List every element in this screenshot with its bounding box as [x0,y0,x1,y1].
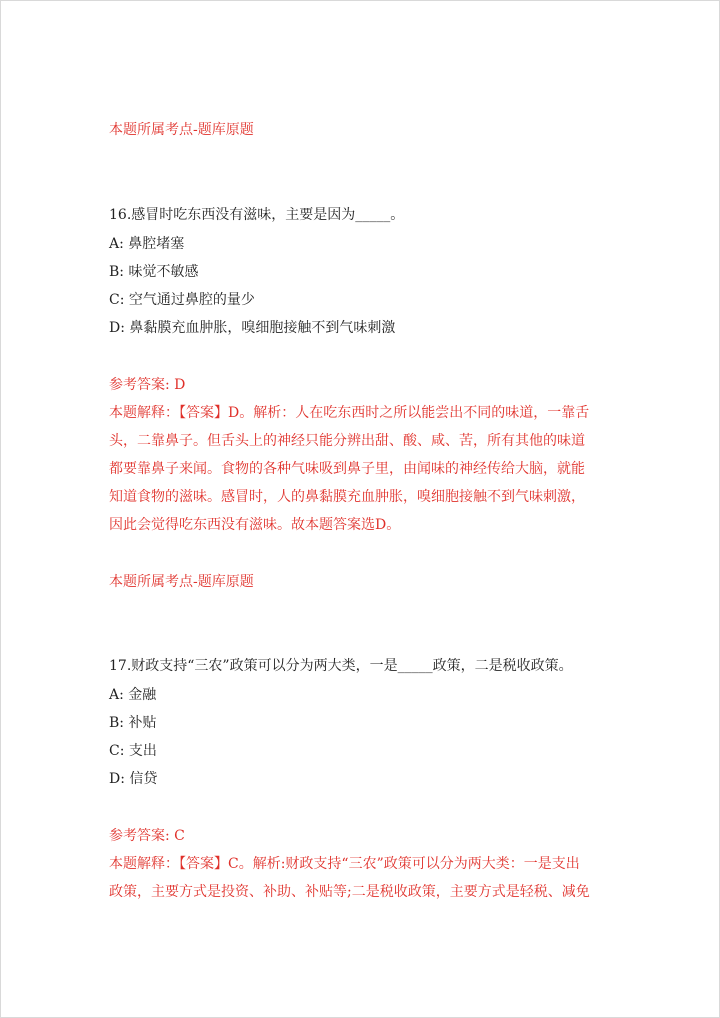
topic-note: 本题所属考点-题库原题 [109,122,254,138]
explanation-line: 知道食物的滋味。感冒时，人的鼻黏膜充血肿胀，嗅细胞接触不到气味刺激， [109,489,585,505]
explanation-line: 政策，主要方式是投资、补助、补贴等;二是税收政策，主要方式是轻税、减免 [109,884,590,900]
option-d: D: 鼻黏膜充血肿胀，嗅细胞接触不到气味刺激 [109,320,396,336]
reference-answer: 参考答案: C [109,828,185,844]
option-b: B: 味觉不敏感 [109,264,199,280]
option-b: B: 补贴 [109,715,157,731]
topic-note: 本题所属考点-题库原题 [109,574,254,590]
explanation-line: 本题解释：【答案】D。解析：人在吃东西时之所以能尝出不同的味道，一靠舌 [109,405,590,421]
explanation-line: 都要靠鼻子来闻。食物的各种气味吸到鼻子里，由闻味的神经传给大脑，就能 [109,461,585,477]
explanation-line: 本题解释：【答案】C。解析:财政支持“三农”政策可以分为两大类：一是支出 [109,856,580,872]
reference-answer: 参考答案: D [109,377,186,393]
explanation-line: 头，二靠鼻子。但舌头上的神经只能分辨出甜、酸、咸、苦，所有其他的味道 [109,433,585,449]
explanation-line: 因此会觉得吃东西没有滋味。故本题答案选D。 [109,517,401,533]
question-stem: 16.感冒时吃东西没有滋味，主要是因为_____。 [109,207,405,223]
option-a: A: 鼻腔堵塞 [109,236,185,252]
option-a: A: 金融 [109,687,157,703]
option-c: C: 支出 [109,743,157,759]
question-stem: 17.财政支持“三农”政策可以分为两大类，一是_____政策，二是税收政策。 [109,658,573,674]
option-d: D: 信贷 [109,771,158,787]
option-c: C: 空气通过鼻腔的量少 [109,292,255,308]
